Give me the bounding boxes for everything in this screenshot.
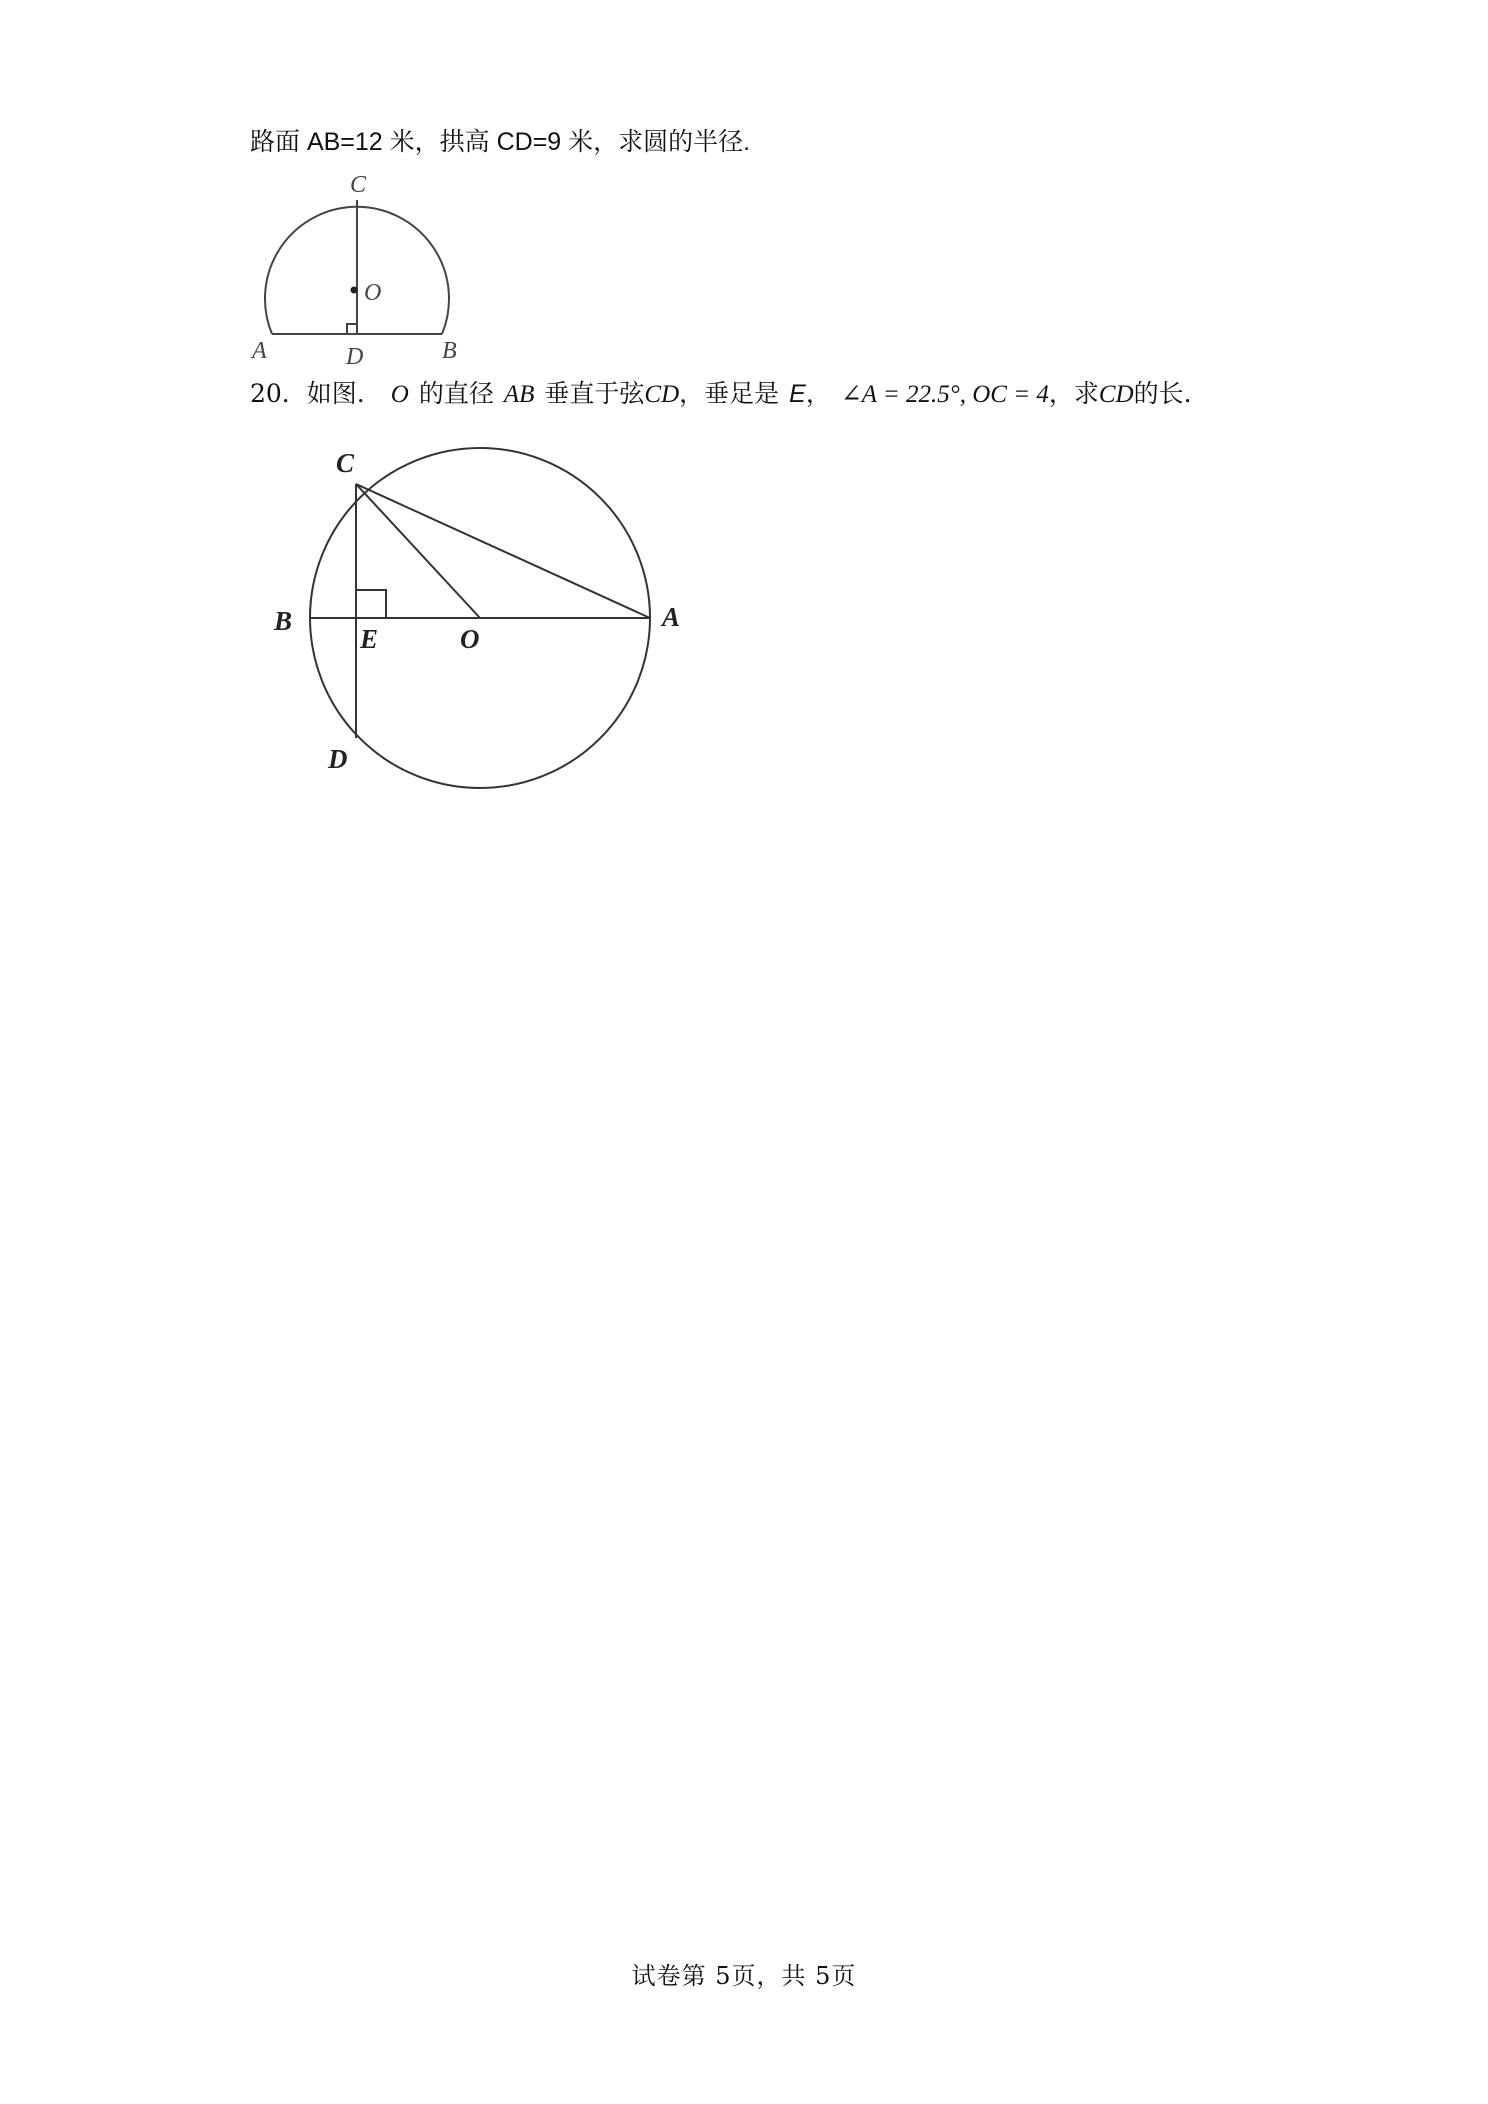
given-values: ∠A = 22.5°, OC = 4	[840, 381, 1049, 408]
arch-diagram	[250, 168, 460, 368]
right-angle-mark	[347, 324, 357, 334]
circle-label: O	[390, 381, 409, 408]
label-c: C	[350, 172, 367, 198]
text-comma: ，	[805, 379, 831, 408]
label-o: O	[460, 624, 480, 654]
label-e: E	[360, 624, 379, 654]
question-number: 20．如图.	[250, 379, 365, 408]
label-a: A	[252, 338, 267, 364]
point-e-label: E	[789, 380, 806, 408]
segment-cd-label-2: CD	[1098, 381, 1134, 408]
label-a: A	[662, 602, 681, 632]
text-length: 的长.	[1133, 379, 1192, 408]
text-perpendicular: 垂直于弦	[544, 379, 645, 408]
text-find: ，求	[1048, 379, 1099, 408]
text-foot: ，垂足是	[679, 379, 780, 408]
label-b: B	[274, 606, 293, 636]
circle-diagram	[262, 446, 712, 806]
segment-co	[356, 484, 480, 618]
question-19-text: 路面 AB=12 米，拱高 CD=9 米，求圆的半径.	[250, 128, 751, 156]
page-footer: 试卷第 5页，共 5页	[631, 1962, 857, 1990]
center-point-o	[351, 287, 358, 294]
label-b: B	[442, 338, 457, 364]
label-d: D	[346, 344, 364, 368]
right-angle-mark	[356, 590, 386, 618]
segment-ab-label: AB	[503, 381, 535, 408]
label-o: O	[364, 280, 382, 306]
question-20-text	[250, 378, 1192, 411]
label-d: D	[328, 744, 348, 774]
label-c: C	[336, 448, 355, 478]
text-diameter: 的直径	[418, 379, 494, 408]
segment-cd-label: CD	[644, 381, 680, 408]
